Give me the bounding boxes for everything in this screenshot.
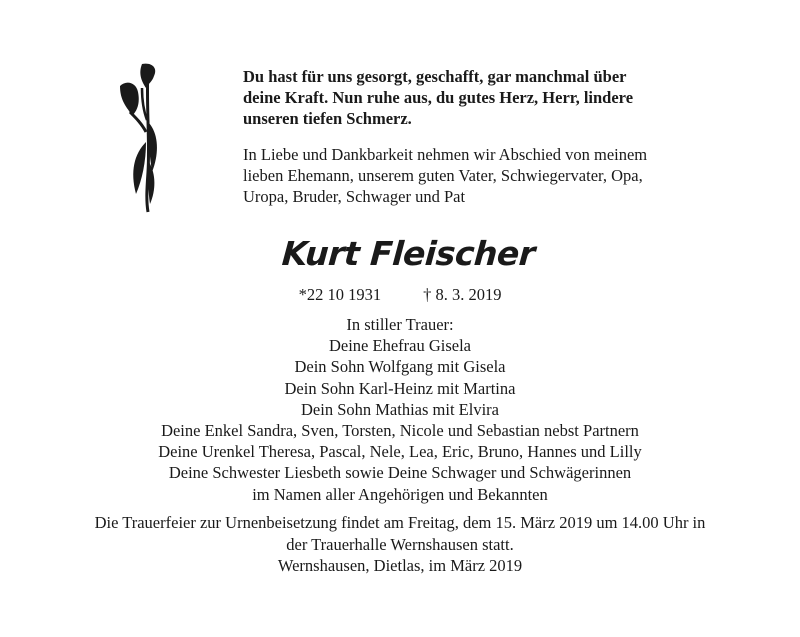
mourners-line: Deine Urenkel Theresa, Pascal, Nele, Lea, Eric, Bruno, Hannes und Lilly (158, 442, 642, 462)
mourners-line: In stiller Trauer: (346, 315, 454, 334)
service-line: Wernshausen, Dietlas, im März 2019 (277, 556, 523, 575)
mourners-line: Deine Schwester Liesbeth sowie Deine Schwager und Schwägerinnen (168, 463, 632, 483)
mourners-line: Dein Sohn Wolfgang mit Gisela (294, 357, 506, 377)
mourners-line: Deine Ehefrau Gisela (328, 336, 471, 356)
verse-line: deine Kraft. Nun ruhe aus, du gutes Herz, Herr, lindere (243, 88, 634, 107)
intro-line: Uropa, Bruder, Schwager und Pat (243, 187, 466, 206)
service-notice (60, 512, 740, 577)
intro-line: lieben Ehemann, unserem guten Vater, Schwiegervater, Opa, (243, 166, 643, 185)
mourners-line: Deine Enkel Sandra, Sven, Torsten, Nicole und Sebastian nebst Partnern (161, 421, 639, 441)
verse (243, 66, 703, 129)
service-line: der Trauerhalle Wernshausen statt. (286, 534, 514, 554)
intro-text (243, 144, 713, 207)
death-date: † 8. 3. 2019 (423, 285, 502, 304)
deceased-name: Kurt Fleischer (280, 234, 537, 273)
life-dates (0, 285, 800, 305)
intro-line: In Liebe und Dankbarkeit nehmen wir Abschied von meinem (243, 145, 648, 164)
verse-line: Du hast für uns gesorgt, geschafft, gar manchmal über (243, 67, 627, 86)
birth-date: *22 10 1931 (298, 285, 382, 304)
mourners-list (0, 314, 800, 505)
service-line: Die Trauerfeier zur Urnenbeisetzung findet am Freitag, dem 15. März 2019 um 14.00 Uhr in (94, 513, 706, 532)
mourners-line: im Namen aller Angehörigen und Bekannten (252, 484, 548, 504)
verse-line: unseren tiefen Schmerz. (243, 109, 412, 128)
mourners-line: Dein Sohn Karl-Heinz mit Martina (284, 378, 516, 398)
mourners-line: Dein Sohn Mathias mit Elvira (301, 399, 499, 419)
calla-lily-icon (112, 62, 162, 214)
